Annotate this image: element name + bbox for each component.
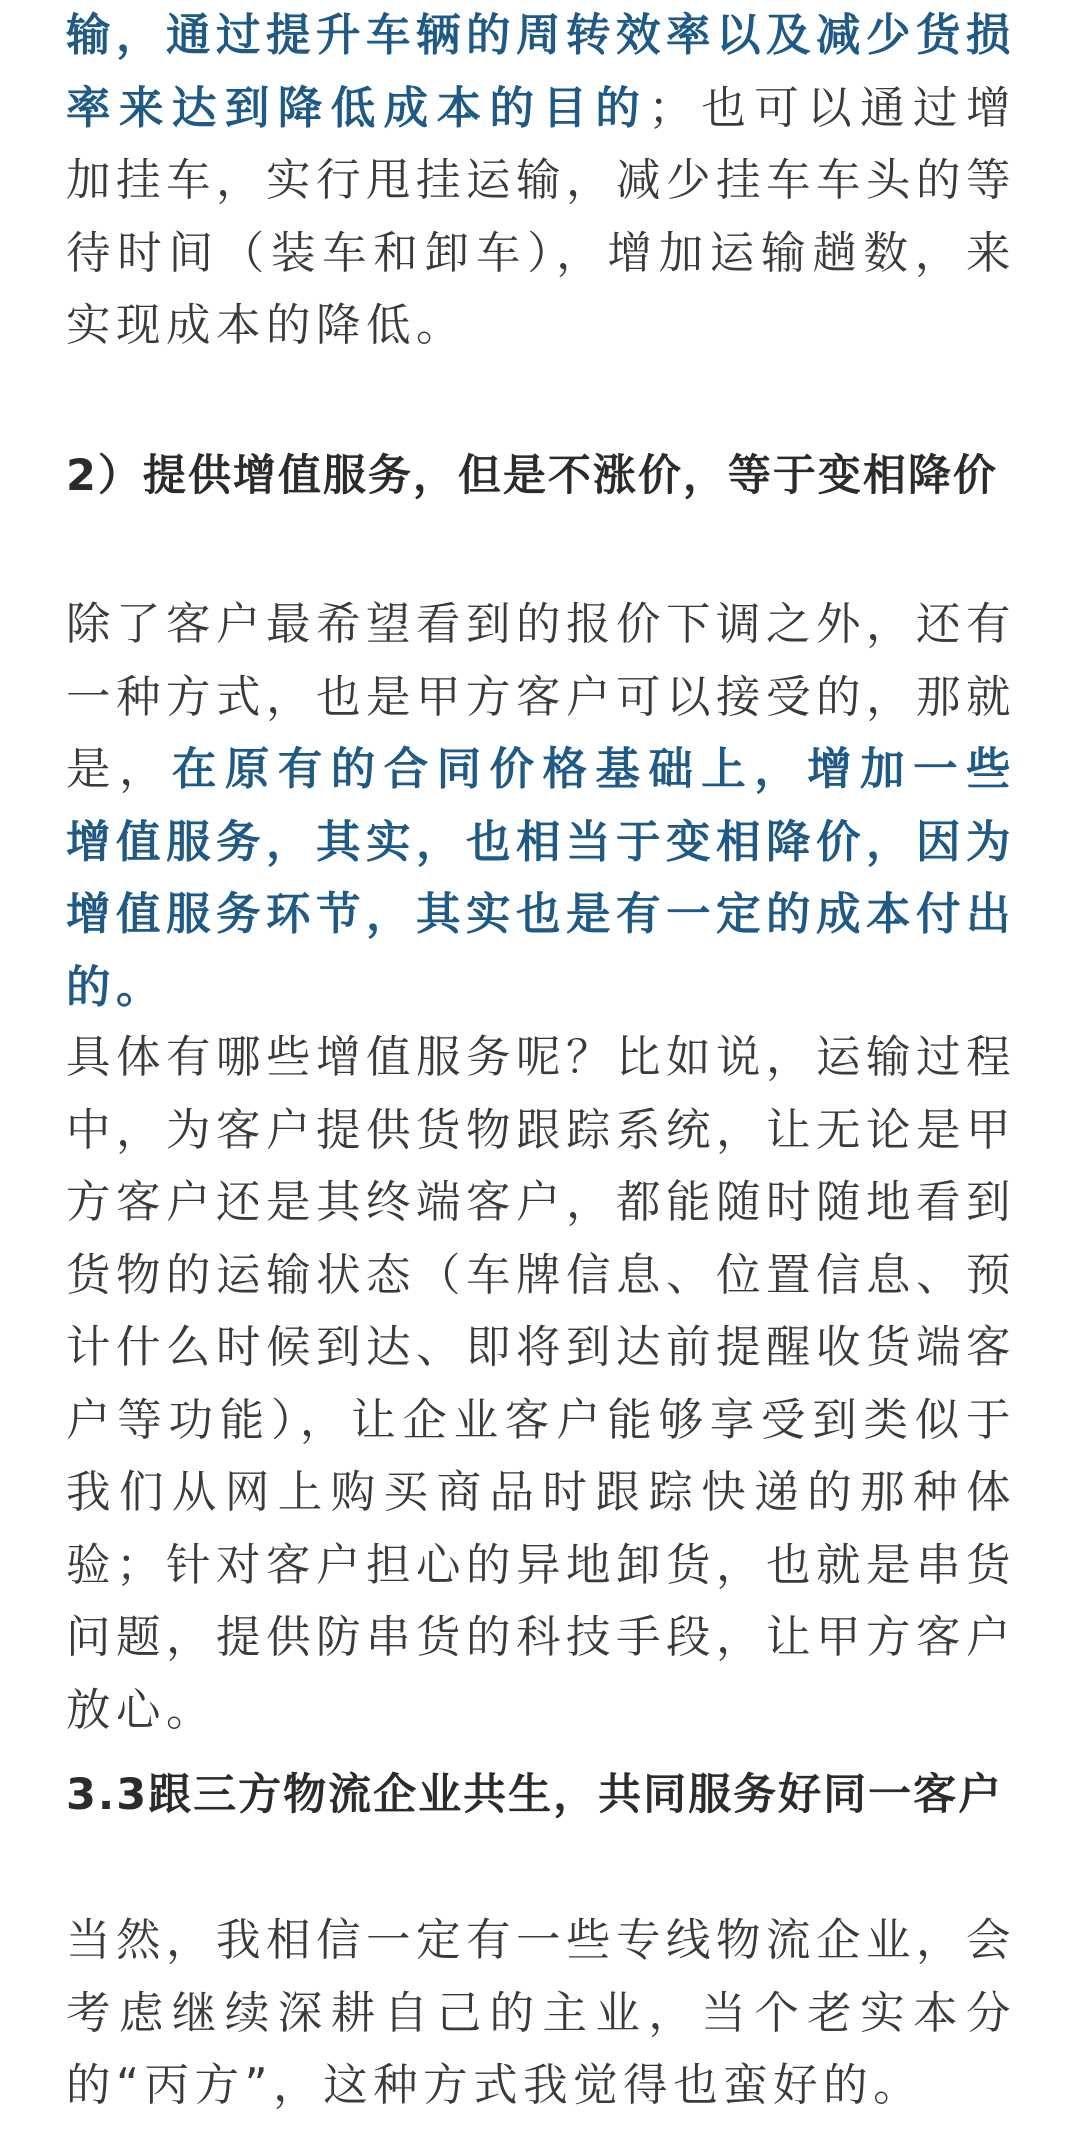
paragraph-cost-reduction xyxy=(66,0,1016,363)
body-text: 具体有哪些增值服务呢？比如说，运输过程中，为客户提供货物跟踪系统，让无论是甲方客户还是其终端客户，都能随时随地看到货物的运输状态（车牌信息、位置信息、预计什么时候到达、即将到达前提醒收货端客户等功能），让企业客户能够享受到类似于我们从网上购买商品时跟踪快递的那种体验；针对客户担心的异地卸货，也就是串货问题，提供防串货的科技手段，让甲方客户放心。 xyxy=(66,1032,1017,1736)
highlight-text: 输，通过提升车辆的周转效率以及减少货损率来达到降低成本的目的 xyxy=(66,10,1017,134)
body-text: 除了客户最希望看到的报价下调之外，还有一种方式，也是甲方客户可以接受的，那就是， xyxy=(66,599,1017,795)
paragraph-third-party xyxy=(66,1905,1016,2123)
highlight-text: 在原有的合同价格基础上，增加一些增值服务，其实，也相当于变相降价，因为增值服务环节，其实也是有一定的成本付出的。 xyxy=(66,744,1017,1013)
paragraph-value-added-intro xyxy=(66,589,1016,1024)
paragraph-value-added-examples xyxy=(66,1022,1016,1747)
section-heading-value-added: 2）提供增值服务，但是不涨价，等于变相降价 xyxy=(66,451,998,501)
body-text: ；也可以通过增加挂车，实行甩挂运输，减少挂车车头的等待时间（装车和卸车），增加运输趟数，来实现成本的降低。 xyxy=(66,82,1017,351)
section-heading-coexist: 3.3跟三方物流企业共生，共同服务好同一客户 xyxy=(66,1770,1004,1820)
body-text: 当然，我相信一定有一些专线物流企业，会考虑继续深耕自己的主业，当个老实本分的“丙方”，这种方式我觉得也蛮好的。 xyxy=(66,1915,1017,2111)
